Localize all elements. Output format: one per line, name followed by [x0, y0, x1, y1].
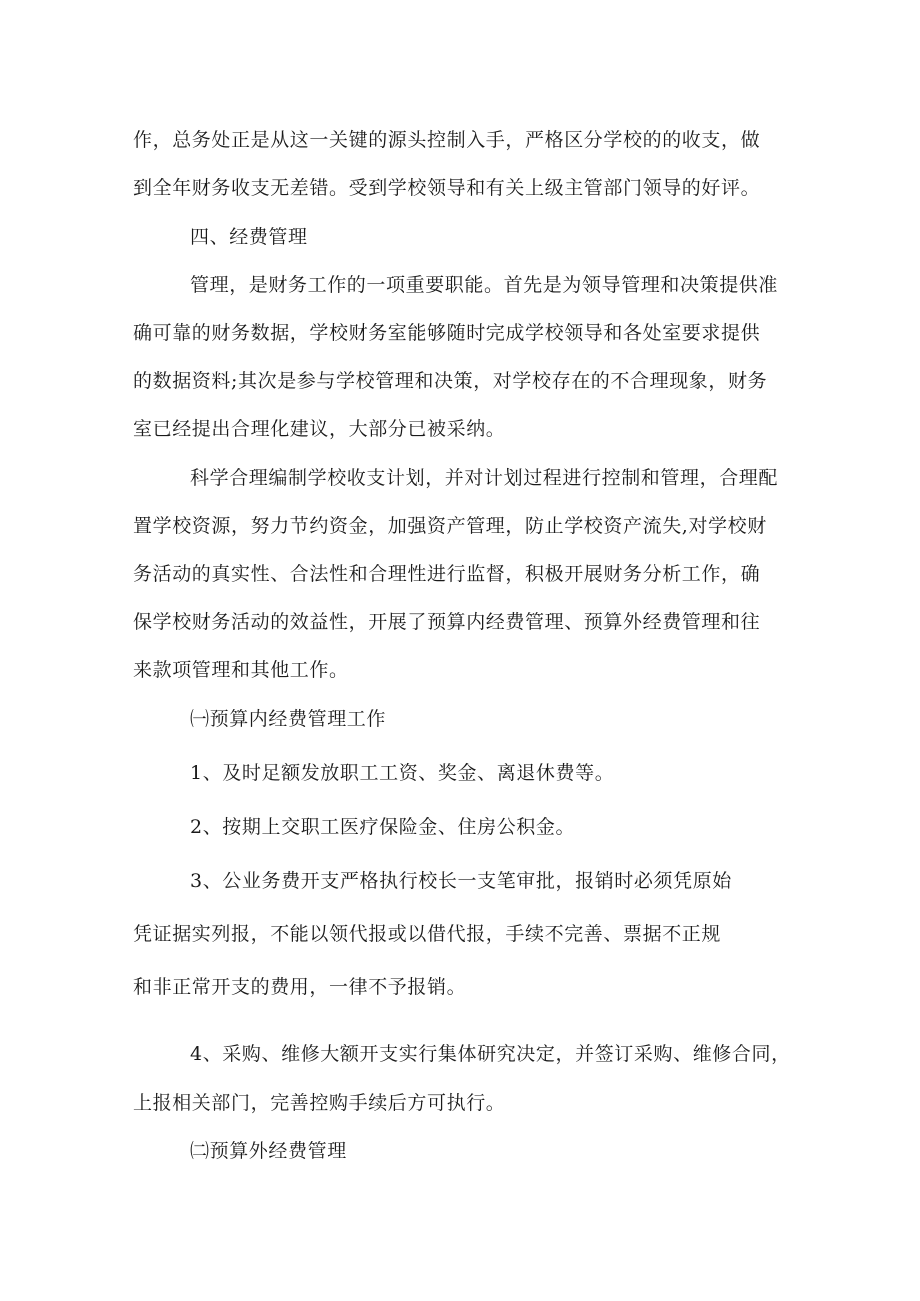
subsection-heading: ㈡预算外经费管理: [190, 1140, 347, 1162]
paragraph-line: 置学校资源，努力节约资金，加强资产管理，防止学校资产流失,对学校财: [133, 515, 767, 537]
list-item: 2、按期上交职工医疗保险金、住房公积金。: [190, 816, 576, 838]
list-item: 4、采购、维修大额开支实行集体研究决定，并签订采购、维修合同，: [190, 1043, 791, 1065]
paragraph-line: 保学校财务活动的效益性，开展了预算内经费管理、预算外经费管理和往: [133, 611, 761, 633]
subsection-heading: ㈠预算内经费管理工作: [190, 708, 387, 730]
list-item-continuation: 上报相关部门，完善控购手续后方可执行。: [133, 1092, 506, 1114]
paragraph-line: 到全年财务收支无差错。受到学校领导和有关上级主管部门领导的好评。: [133, 177, 761, 199]
paragraph-line: 室已经提出合理化建议，大部分已被采纳。: [133, 418, 506, 440]
section-heading: 四、经费管理: [190, 226, 308, 248]
paragraph-line: 务活动的真实性、合法性和合理性进行监督，积极开展财务分析工作，确: [133, 563, 761, 585]
paragraph-line: 管理，是财务工作的一项重要职能。首先是为领导管理和决策提供准: [190, 274, 779, 296]
list-item: 1、及时足额发放职工工资、奖金、离退休费等。: [190, 762, 615, 784]
list-item: 3、公业务费开支严格执行校长一支笔审批，报销时必须凭原始: [190, 870, 732, 892]
paragraph-line: 作，总务处正是从这一关键的源头控制入手，严格区分学校的的收支，做: [133, 129, 761, 151]
paragraph-line: 科学合理编制学校收支计划，并对计划过程进行控制和管理，合理配: [190, 467, 779, 489]
paragraph-line: 的数据资料;其次是参与学校管理和决策，对学校存在的不合理现象，财务: [133, 370, 768, 392]
list-item-continuation: 和非正常开支的费用，一律不予报销。: [133, 976, 467, 998]
paragraph-line: 确可靠的财务数据，学校财务室能够随时完成学校领导和各处室要求提供: [133, 322, 761, 344]
paragraph-line: 来款项管理和其他工作。: [133, 659, 349, 681]
list-item-continuation: 凭证据实列报，不能以领代报或以借代报，手续不完善、票据不正规: [133, 923, 722, 945]
